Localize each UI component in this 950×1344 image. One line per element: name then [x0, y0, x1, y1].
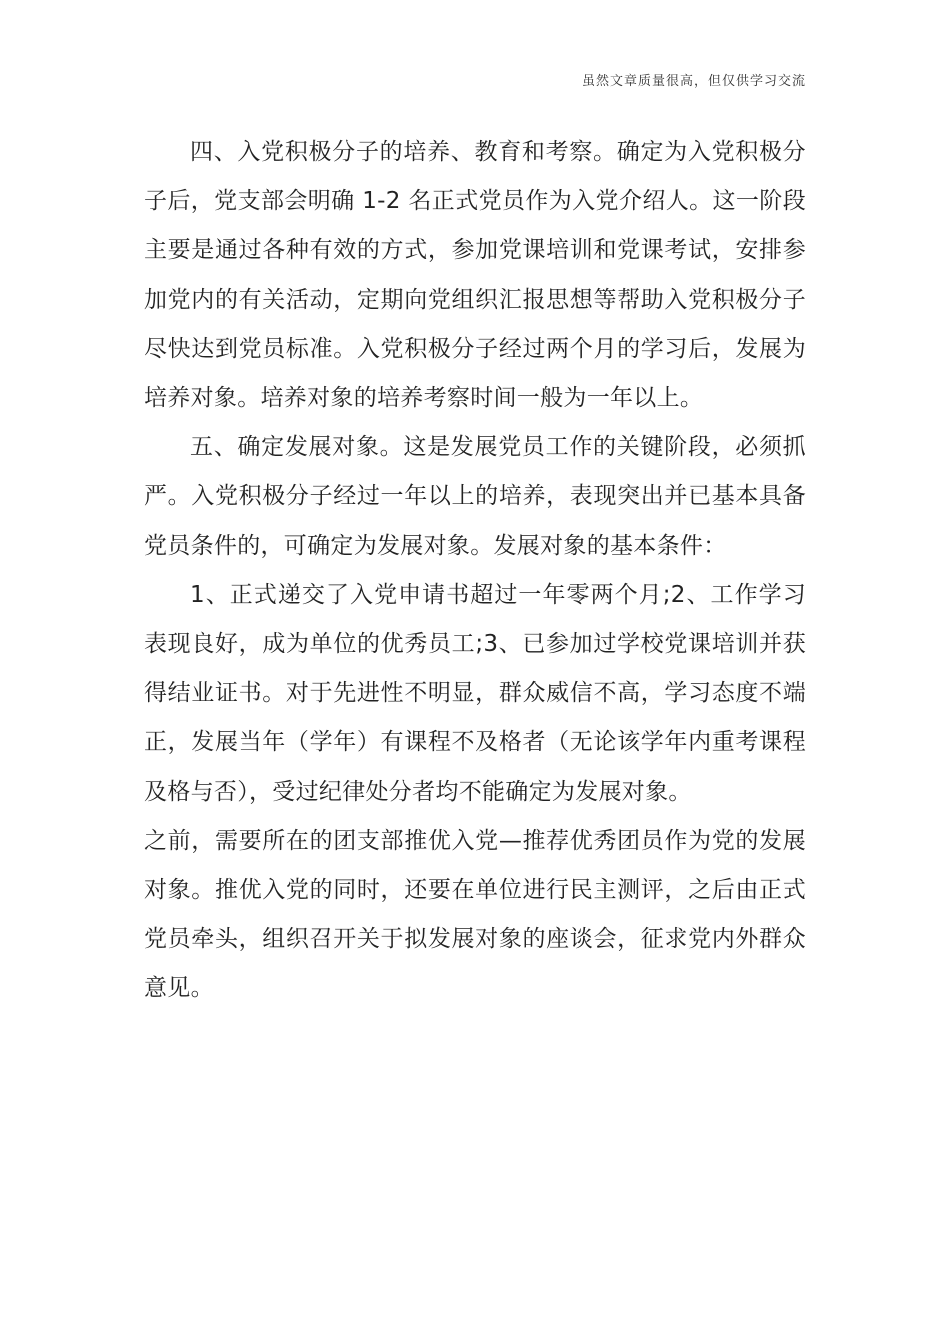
- document-body: [144, 128, 806, 1014]
- paragraph-determine-development-target: 五、确定发展对象。这是发展党员工作的关键阶段，必须抓严。入党积极分子经过一年以上的培养，表现突出并已基本具备党员条件的，可确定为发展对象。发展对象的基本条件：: [144, 434, 806, 559]
- paragraph-party-activist-training: 四、入党积极分子的培养、教育和考察。确定为入党积极分子后，党支部会明确 1-2 名正式党员作为入党介绍人。这一阶段主要是通过各种有效的方式，参加党课培训和党课考试，安排参加党内的有关活动，定期向党组织汇报思想等帮助入党积极分子尽快达到党员标准。入党积极分子经过两个月的学习后，发展为培养对象。培养对象的培养考察时间一般为一年以上。: [144, 139, 806, 412]
- paragraph-recommendation-process: 之前，需要所在的团支部推优入党—推荐优秀团员作为党的发展对象。推优入党的同时，还要在单位进行民主测评，之后由正式党员牵头，组织召开关于拟发展对象的座谈会，征求党内外群众意见。: [144, 827, 806, 1002]
- header-disclaimer: 虽然文章质量很高，但仅供学习交流: [581, 74, 806, 89]
- paragraph-basic-conditions: 1、正式递交了入党申请书超过一年零两个月;2、工作学习表现良好，成为单位的优秀员工;3、已参加过学校党课培训并获得结业证书。对于先进性不明显，群众威信不高，学习态度不端正，发展当年（学年）有课程不及格者（无论该学年内重考课程及格与否），受过纪律处分者均不能确定为发展对象。: [144, 581, 806, 805]
